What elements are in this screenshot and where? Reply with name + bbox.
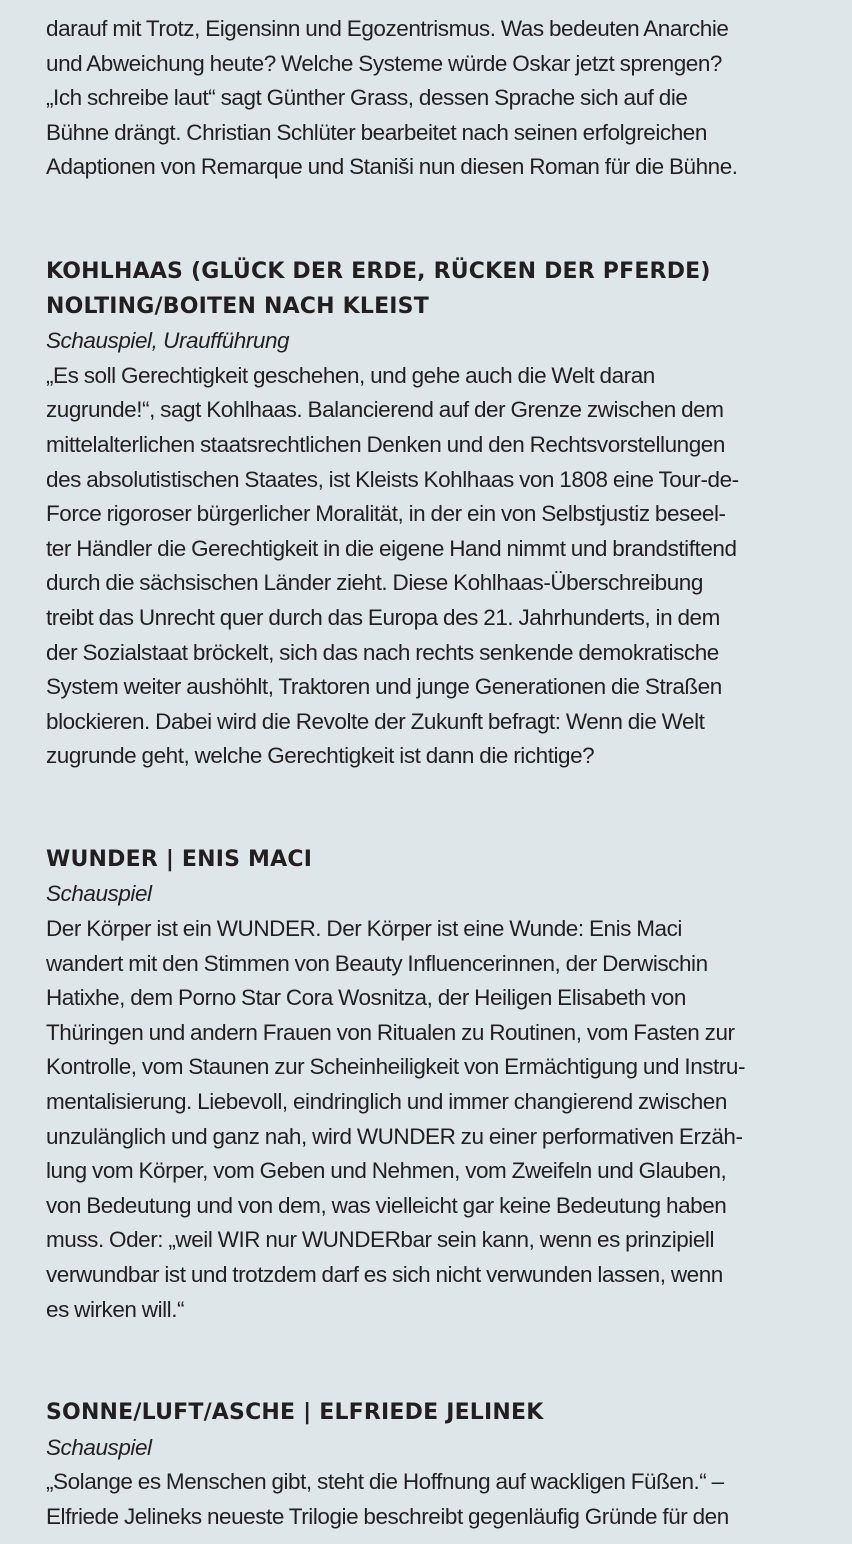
body-line: Kontrolle, vom Staunen zur Scheinheiligkeit von Ermächtigung und Instru- [46,1054,746,1080]
body-line: es wirken will.“ [46,1296,185,1322]
body-line: wandert mit den Stimmen von Beauty Influencerinnen, der Derwischin [46,950,708,976]
section-title [46,843,806,878]
intro-line: Bühne drängt. Christian Schlüter bearbeitet nach seinen erfolgreichen [46,119,707,145]
section-wunder [46,843,806,1327]
spacer [46,185,806,255]
body-line: durch die sächsischen Länder zieht. Diese Kohlhaas-Überschreibung [46,570,703,596]
section-title-line: WUNDER | ENIS MACI [46,846,313,872]
body-line: „Es soll Gerechtigkeit geschehen, und gehe auch die Welt daran [46,362,655,388]
section-title-line: NOLTING/BOITEN NACH KLEIST [46,293,429,319]
intro-line: darauf mit Trotz, Eigensinn und Egozentrismus. Was bedeuten Anarchie [46,16,729,41]
body-line: von Bedeutung und von dem, was vielleicht gar keine Bedeutung haben [46,1192,727,1218]
body-line: zugrunde!“, sagt Kohlhaas. Balancierend auf der Grenze zwischen dem [46,397,724,423]
section-body [46,359,806,774]
body-line: mittelalterlichen staatsrechtlichen Denken und den Rechtsvorstellungen [46,431,725,457]
section-genre: Schauspiel, Uraufführung [46,328,290,354]
section-genre: Schauspiel [46,1434,152,1460]
body-line: lung vom Körper, vom Geben und Nehmen, vom Zweifeln und Glauben, [46,1158,727,1184]
section-title [46,255,806,324]
section-kohlhaas [46,255,806,774]
body-line: Hatixhe, dem Porno Star Cora Wosnitza, der Heiligen Elisabeth von [46,985,686,1011]
body-line: treibt das Unrecht quer durch das Europa des 21. Jahrhunderts, in dem [46,604,720,630]
body-line: ter Händler die Gerechtigkeit in die eigene Hand nimmt und brandstiftend [46,535,737,561]
intro-line: und Abweichung heute? Welche Systeme würde Oskar jetzt sprengen? [46,50,722,76]
body-line: „Solange es Menschen gibt, steht die Hoffnung auf wackligen Füßen.“ – [46,1469,724,1495]
body-line: Force rigoroser bürgerlicher Moralität, in der ein von Selbstjustiz beseel- [46,501,726,527]
section-body [46,912,806,1327]
body-line: zugrunde geht, welche Gerechtigkeit ist dann die richtige? [46,743,595,769]
intro-paragraph [46,12,806,185]
body-line: mentalisierung. Liebevoll, eindringlich und immer changierend zwischen [46,1089,727,1115]
body-line: blockieren. Dabei wird die Revolte der Zukunft befragt: Wenn die Welt [46,708,705,734]
intro-line: „Ich schreibe laut“ sagt Günther Grass, dessen Sprache sich auf die [46,85,688,111]
spacer [46,1327,806,1396]
section-title-line: KOHLHAAS (GLÜCK DER ERDE, RÜCKEN DER PFERDE) [46,258,711,284]
body-line: der Sozialstaat bröckelt, sich das nach rechts senkende demokratische [46,639,719,665]
section-title [46,1396,806,1431]
section-body [46,1465,806,1534]
body-line: System weiter aushöhlt, Traktoren und junge Generationen die Straßen [46,674,722,700]
body-line: muss. Oder: „weil WIR nur WUNDERbar sein kann, wenn es prinzipiell [46,1227,715,1253]
intro-line: Adaptionen von Remarque und Staniši nun diesen Roman für die Bühne. [46,154,738,180]
section-title-line: SONNE/LUFT/ASCHE | ELFRIEDE JELINEK [46,1400,544,1426]
section-sonne-luft-asche [46,1396,806,1534]
body-line: Elfriede Jelineks neueste Trilogie beschreibt gegenläufig Gründe für den [46,1503,729,1529]
body-line: Der Körper ist ein WUNDER. Der Körper ist eine Wunde: Enis Maci [46,916,682,942]
document-page [46,12,806,1535]
body-line: unzulänglich und ganz nah, wird WUNDER zu einer performativen Erzäh- [46,1123,743,1149]
body-line: verwundbar ist und trotzdem darf es sich nicht verwunden lassen, wenn [46,1262,723,1287]
body-line: Thüringen und andern Frauen von Ritualen zu Routinen, vom Fasten zur [46,1019,735,1045]
body-line: des absolutistischen Staates, ist Kleists Kohlhaas von 1808 eine Tour-de- [46,466,739,492]
spacer [46,774,806,843]
section-genre: Schauspiel [46,881,152,907]
